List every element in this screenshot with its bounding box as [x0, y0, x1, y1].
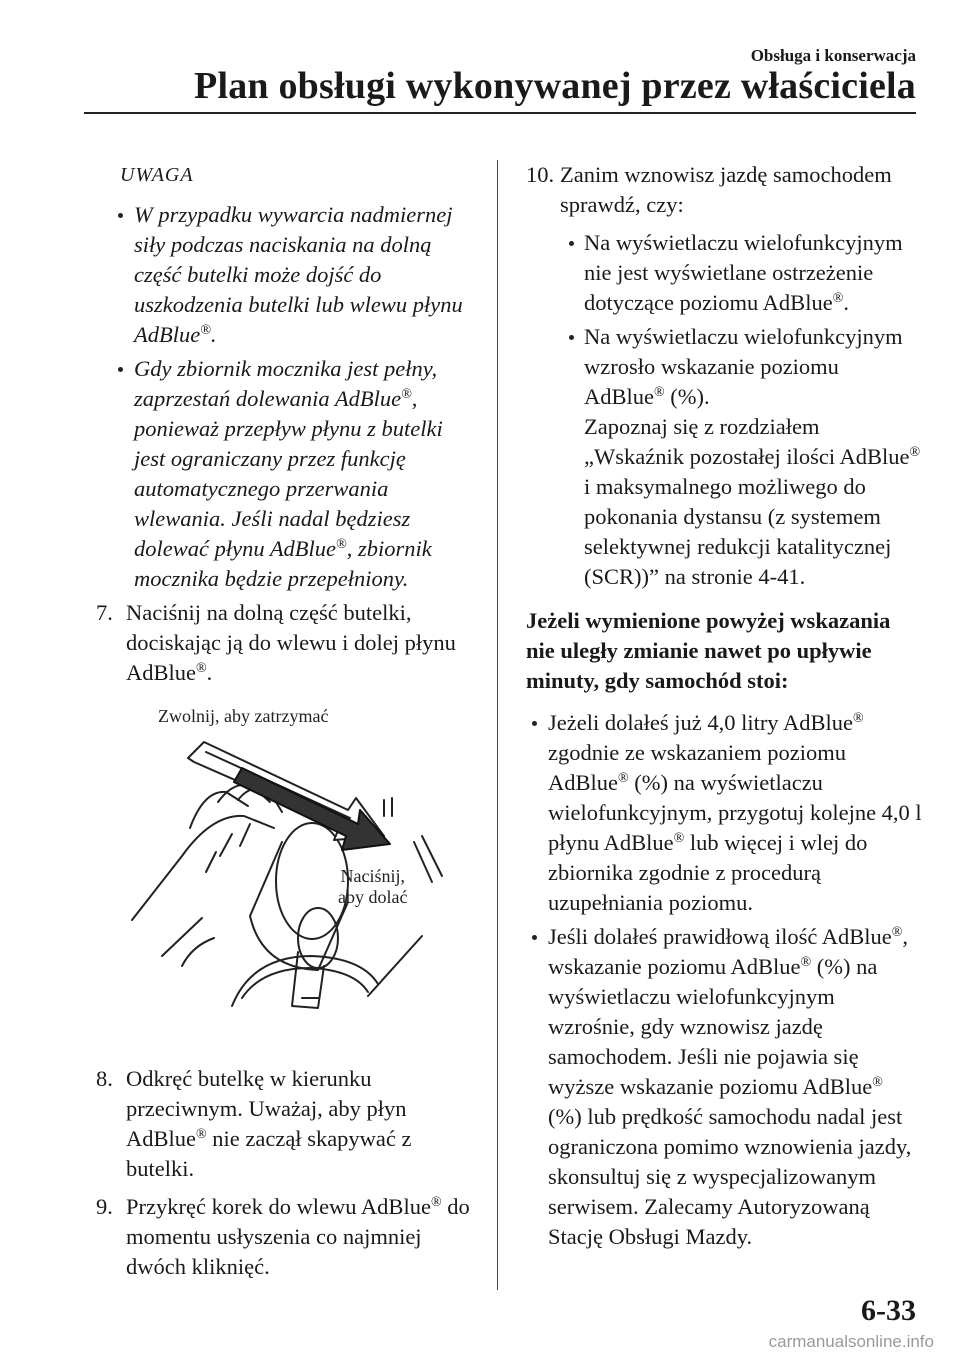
header-section: Obsługa i konserwacja	[750, 46, 916, 65]
right-column	[526, 160, 922, 1256]
left-column	[96, 160, 476, 1290]
release-label: Zwolnij, aby zatrzymać	[158, 706, 329, 726]
header-rule	[84, 112, 916, 114]
note-item: W przypadku wywarcia nadmiernej siły podczas naciskania na dolną część butelki może dojść do uszkodzenia butelki lub wlewu płynu AdBlue®.	[96, 200, 476, 350]
step-8: 8. Odkręć butelkę w kierunku przeciwnym. Uważaj, aby płyn AdBlue® nie zaczął skapywać z butelki.	[96, 1066, 412, 1181]
note-title: UWAGA	[120, 164, 194, 186]
check-item: Na wyświetlaczu wielofunkcyjnym wzrosło wskazanie poziomu AdBlue® (%). Zapoznaj się z rozdziałem „Wskaźnik pozostałej ilości AdBlue® i maksymalnego możliwego do pokonania dystansu (z systemem selektywnej redukcji katalitycznej (SCR))” na stronie 4-41.	[526, 322, 922, 592]
list-item: Jeżeli dolałeś już 4,0 litry AdBlue® zgodnie ze wskazaniem poziomu AdBlue® (%) na wyświetlaczu wielofunkcyjnym, przygotuj kolejne 4,0 l płynu AdBlue® lub więcej i wlej do zbiornika zgodnie z procedurą uzupełniania poziomu.	[526, 708, 922, 918]
page-number: 6-33	[861, 1294, 916, 1327]
hand-bottle-icon	[122, 706, 482, 1046]
column-divider	[497, 160, 498, 1290]
bullet	[118, 213, 123, 218]
bullet	[532, 721, 537, 726]
warning-paragraph: Jeżeli wymienione powyżej wskazania nie uległy zmianie nawet po upływie minuty, gdy samochód stoi:	[526, 608, 891, 693]
step-10: 10. Zanim wznowisz jazdę samochodem sprawdź, czy:	[526, 162, 892, 217]
watermark: carmanualsonline.info	[768, 1332, 934, 1351]
bullet	[532, 935, 537, 940]
list-item: Jeśli dolałeś prawidłową ilość AdBlue®, wskazanie poziomu AdBlue® (%) na wyświetlaczu wielofunkcyjnym wzrośnie, gdy wznowisz jazdę samochodem. Jeśli nie pojawia się wyższe wskazanie poziomu AdBlue® (%) lub prędkość samochodu nadal jest ograniczona pomimo wznowienia jazdy, skonsultuj się z wyspecjalizowanym serwisem. Zalecamy Autoryzowaną Stację Obsługi Mazdy.	[526, 922, 922, 1252]
bullet	[569, 335, 574, 340]
check-item: Na wyświetlaczu wielofunkcyjnym nie jest wyświetlane ostrzeżenie dotyczące poziomu AdBlue®.	[526, 228, 922, 318]
step-9: 9. Przykręć korek do wlewu AdBlue® do momentu usłyszenia co najmniej dwóch kliknięć.	[96, 1194, 470, 1279]
press-label: Naciśnij, aby dolać	[338, 866, 408, 907]
refill-illustration	[122, 706, 482, 1046]
step-7: 7. Naciśnij na dolną część butelki, dociskając ją do wlewu i dolej płynu AdBlue®.	[96, 600, 456, 685]
bullet	[118, 367, 123, 372]
bullet	[569, 241, 574, 246]
page-title: Plan obsługi wykonywanej przez właściciela	[194, 65, 916, 107]
note-item: Gdy zbiornik mocznika jest pełny, zaprzestań dolewania AdBlue®, ponieważ przepływ płynu z butelki jest ograniczany przez funkcję automatycznego przerwania wlewania. Jeśli nadal będziesz dolewać płynu AdBlue®, zbiornik mocznika będzie przepełniony.	[96, 354, 476, 594]
